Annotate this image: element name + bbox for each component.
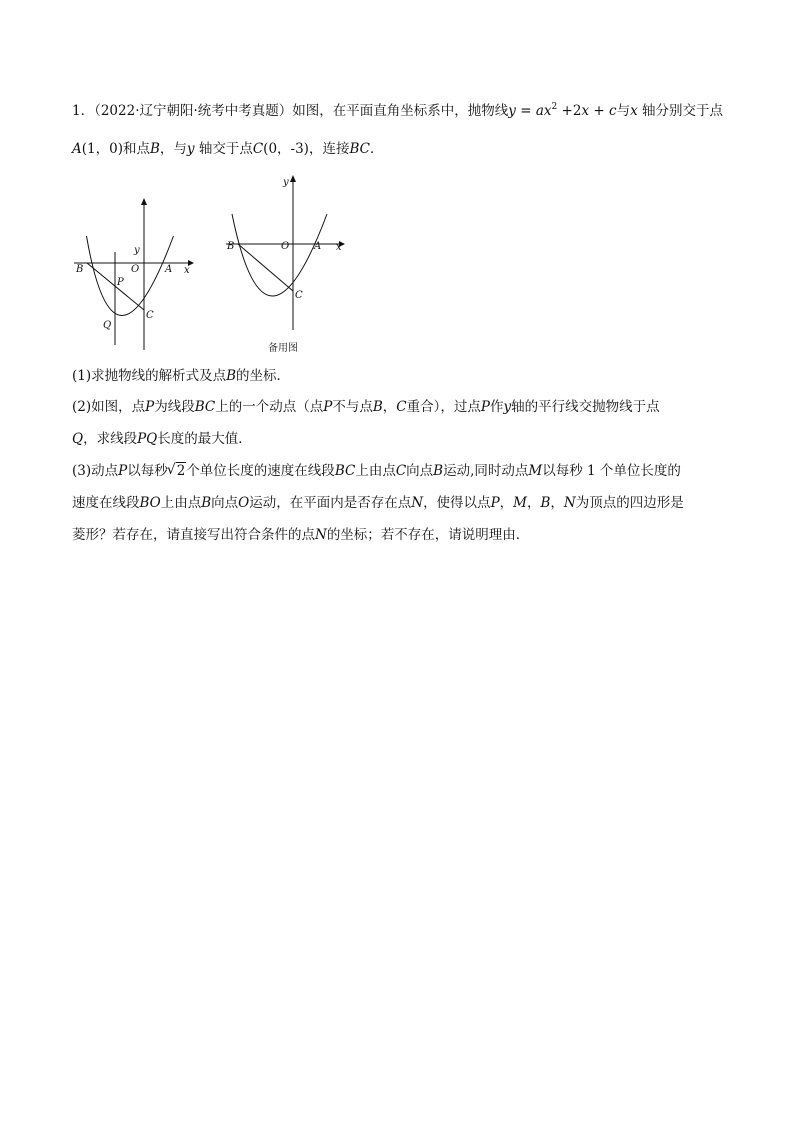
label-x: x — [336, 242, 342, 253]
point-B: B — [226, 368, 237, 384]
stem-text: 如图，在平面直角坐标系中，抛物线 — [292, 103, 509, 119]
y-axis-arrow — [141, 198, 147, 205]
point-C: C — [252, 141, 264, 157]
figure-2-caption: 备用图 — [268, 343, 298, 354]
point-B: B — [149, 141, 160, 157]
problem-source: （2022·辽宁朝阳·统考中考真题） — [94, 103, 293, 119]
label-y: y — [283, 177, 289, 188]
question-3-line-2: 速度在线段BO上由点B向点O运动，在平面内是否存在点N，使得以点P，M，B，N为顶点的四边形是 — [72, 495, 684, 511]
label-A: A — [165, 264, 173, 275]
question-2-line-1: (2)如图，点P为线段BC上的一个动点（点P不与点B，C重合），过点P作y轴的平行线交抛物线于点 — [72, 399, 660, 415]
label-P: P — [117, 277, 124, 288]
stem-text: 轴分别交于点 — [637, 103, 723, 119]
y-axis-arrow — [290, 175, 296, 182]
var-x: x — [630, 103, 638, 119]
point-A: A — [72, 141, 82, 157]
label-y: y — [134, 245, 140, 256]
stem-text: 与 — [616, 103, 631, 119]
problem-number: 1． — [72, 103, 95, 119]
label-Q: Q — [103, 320, 112, 331]
parabola-curve — [232, 214, 327, 296]
figure-1 — [70, 190, 200, 355]
label-x: x — [184, 265, 190, 276]
label-O: O — [281, 241, 290, 252]
label-C: C — [295, 290, 303, 301]
label-O: O — [131, 264, 140, 275]
question-1: (1)求抛物线的解析式及点B的坐标． — [72, 368, 291, 384]
segment-BC: BC — [349, 141, 370, 157]
figure-2 — [222, 172, 352, 334]
var-y: y — [186, 141, 195, 157]
label-A: A — [314, 241, 322, 252]
problem-stem-line-2: A(1，0)和点B，与y 轴交于点C(0，-3)，连接BC． — [72, 141, 384, 157]
question-3-line-1: (3)动点P以每秒√ 2个单位长度的速度在线段BC上由点C向点B运动,同时动点M以每秒 1 个单位长度的 — [72, 461, 681, 481]
sqrt-2: √ 2 — [168, 461, 187, 481]
question-2-line-2: Q，求线段PQ长度的最大值． — [72, 431, 252, 447]
question-3-line-3: 菱形？若存在，请直接写出符合条件的点N的坐标；若不存在，请说明理由． — [72, 527, 530, 543]
parabola-curve — [87, 236, 174, 316]
label-B: B — [227, 241, 235, 252]
label-B: B — [76, 264, 84, 275]
label-C: C — [146, 310, 154, 321]
parabola-equation: $y = ax^2 +2x + c$ — [508, 102, 617, 119]
problem-stem-line-1 — [72, 101, 723, 121]
